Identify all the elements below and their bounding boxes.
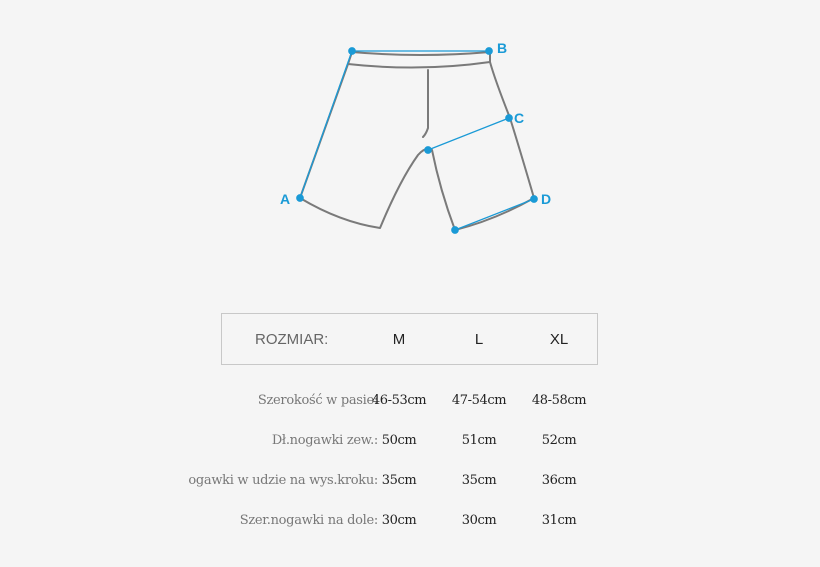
table-cell: 51cm: [461, 433, 497, 448]
size-table-header: [221, 313, 598, 365]
row-label: Szerokość w pasie:: [257, 393, 378, 408]
table-row: [221, 393, 598, 413]
size-l: L: [474, 331, 484, 348]
measure-line-d: [455, 199, 534, 230]
table-row: [188, 473, 598, 493]
row-label: Dł.nogawki zew.:: [271, 433, 378, 448]
size-xl: XL: [549, 331, 569, 348]
table-cell: 35cm: [461, 473, 497, 488]
measure-line-c: [428, 118, 509, 150]
marker-a: A: [280, 191, 291, 207]
table-cell: 31cm: [541, 513, 577, 528]
row-label: ogawki w udzie na wys.kroku:: [188, 473, 378, 488]
table-cell: 46-53cm: [371, 393, 427, 408]
table-cell: 35cm: [381, 473, 417, 488]
table-cell: 50cm: [381, 433, 417, 448]
table-cell: 30cm: [461, 513, 497, 528]
row-label: Szer.nogawki na dole:: [239, 513, 378, 528]
measure-point: [297, 195, 303, 201]
size-header-label: ROZMIAR:: [255, 331, 329, 348]
measure-point: [531, 196, 537, 202]
table-cell: 48-58cm: [531, 393, 587, 408]
table-cell: 52cm: [541, 433, 577, 448]
shorts-outline: [300, 52, 534, 230]
table-cell: 30cm: [381, 513, 417, 528]
size-m: M: [392, 331, 406, 348]
measurement-lines: [297, 48, 537, 233]
table-cell: 36cm: [541, 473, 577, 488]
measure-point: [349, 48, 355, 54]
measure-point: [486, 48, 492, 54]
measure-point: [425, 147, 431, 153]
measure-line-a: [300, 51, 352, 198]
table-row: [221, 513, 598, 533]
table-cell: 47-54cm: [451, 393, 507, 408]
measure-point: [506, 115, 512, 121]
marker-b: B: [497, 40, 508, 56]
marker-d: D: [541, 191, 552, 207]
marker-c: C: [514, 110, 525, 126]
measure-point: [452, 227, 458, 233]
table-row: [221, 433, 598, 453]
